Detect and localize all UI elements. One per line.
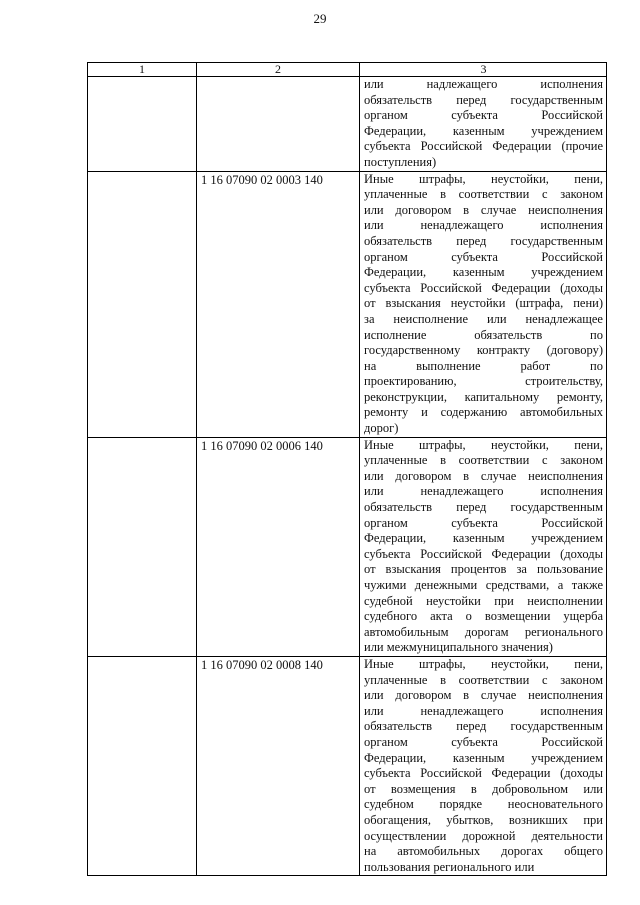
- description-line: обогащения, убытков, возникших при: [364, 812, 603, 827]
- description-line: поступления): [364, 154, 437, 169]
- table-header-row: [88, 63, 607, 77]
- description-line: уплаченные в соответствии с законом: [364, 453, 603, 468]
- description-line: осуществлении дорожной деятельности: [364, 828, 603, 843]
- revenue-code: 1 16 07090 02 0006 140: [201, 438, 323, 453]
- description-line: или договором в случае неисполнения: [364, 468, 603, 483]
- description-line: пользования регионального или: [364, 859, 535, 874]
- description-line: ремонту и содержанию автомобильных: [364, 405, 603, 420]
- description-cell: [360, 437, 607, 656]
- code-cell: [197, 656, 360, 875]
- column-header-2: 2: [197, 63, 360, 77]
- description-cell: [360, 77, 607, 172]
- description-line: органом субъекта Российской: [364, 734, 603, 749]
- description-line: исполнение обязательств по: [364, 327, 603, 342]
- description-line: от взыскания неустойки (штрафа, пени): [364, 296, 603, 311]
- description-line: или ненадлежащего исполнения: [364, 703, 603, 718]
- description-line: субъекта Российской Федерации (прочие: [364, 139, 603, 154]
- revenue-codes-table: [87, 62, 607, 876]
- description-line: Федерации, казенным учреждением: [364, 531, 603, 546]
- description-line: обязательств перед государственным: [364, 719, 603, 734]
- description-line: Иные штрафы, неустойки, пени,: [364, 656, 603, 671]
- description-line: Иные штрафы, неустойки, пени,: [364, 437, 603, 452]
- empty-cell: [88, 437, 197, 656]
- description-line: от взыскания процентов за пользование: [364, 562, 603, 577]
- description-cell: [360, 656, 607, 875]
- description-line: реконструкции, капитальному ремонту,: [364, 389, 603, 404]
- description-line: органом субъекта Российской: [364, 108, 603, 123]
- description-line: или договором в случае неисполнения: [364, 202, 603, 217]
- table-row: [88, 437, 607, 656]
- description-line: или межмуниципального значения): [364, 640, 553, 655]
- empty-cell: [88, 77, 197, 172]
- description-line: чужими денежными средствами, а также: [364, 578, 603, 592]
- description-line: обязательств перед государственным: [364, 500, 603, 515]
- description-line: или ненадлежащего исполнения: [364, 484, 603, 499]
- description-line: или договором в случае неисполнения: [364, 688, 603, 703]
- description-line: дорог): [364, 421, 399, 436]
- description-line: от возмещения в добровольном или: [364, 781, 603, 796]
- description-line: Федерации, казенным учреждением: [364, 265, 603, 280]
- page-number: 29: [313, 11, 327, 26]
- description-line: субъекта Российской Федерации (доходы: [364, 280, 603, 295]
- revenue-code: 1 16 07090 02 0008 140: [201, 657, 323, 672]
- description-line: субъекта Российской Федерации (доходы: [364, 546, 603, 561]
- revenue-code: 1 16 07090 02 0003 140: [201, 172, 323, 187]
- description-line: обязательств перед государственным: [364, 92, 603, 107]
- description-line: автомобильным дорогам регионального: [364, 624, 603, 639]
- code-cell: [197, 171, 360, 437]
- description-line: Иные штрафы, неустойки, пени,: [364, 171, 603, 186]
- description-line: уплаченные в соответствии с законом: [364, 672, 603, 687]
- table-row: [88, 77, 607, 172]
- description-line: уплаченные в соответствии с законом: [364, 187, 603, 202]
- code-cell: [197, 437, 360, 656]
- description-line: судебном порядке неосновательного: [364, 797, 603, 812]
- column-header-1: 1: [88, 63, 197, 77]
- description-line: проектированию, строительству,: [364, 374, 603, 389]
- empty-cell: [88, 171, 197, 437]
- column-header-3: 3: [360, 63, 607, 77]
- description-line: судебной неустойки при неисполнении: [364, 593, 603, 608]
- description-line: за неисполнение или ненадлежащее: [364, 311, 603, 326]
- description-line: на автомобильных дорогах общего: [364, 844, 603, 859]
- code-cell: [197, 77, 360, 172]
- description-line: на выполнение работ по: [364, 358, 603, 373]
- description-line: обязательств перед государственным: [364, 233, 603, 248]
- description-line: субъекта Российской Федерации (доходы: [364, 766, 603, 781]
- table-row: [88, 171, 607, 437]
- description-line: органом субъекта Российской: [364, 515, 603, 530]
- revenue-code: [197, 77, 359, 78]
- table-row: [88, 656, 607, 875]
- description-line: Федерации, казенным учреждением: [364, 123, 603, 138]
- description-line: судебного акта о возмещении ущерба: [364, 609, 603, 624]
- description-line: Федерации, казенным учреждением: [364, 750, 603, 765]
- description-line: или ненадлежащего исполнения: [364, 218, 603, 233]
- description-line: органом субъекта Российской: [364, 249, 603, 264]
- description-line: или надлежащего исполнения: [364, 77, 603, 91]
- description-line: государственному контракту (договору): [364, 343, 603, 358]
- empty-cell: [88, 656, 197, 875]
- description-cell: [360, 171, 607, 437]
